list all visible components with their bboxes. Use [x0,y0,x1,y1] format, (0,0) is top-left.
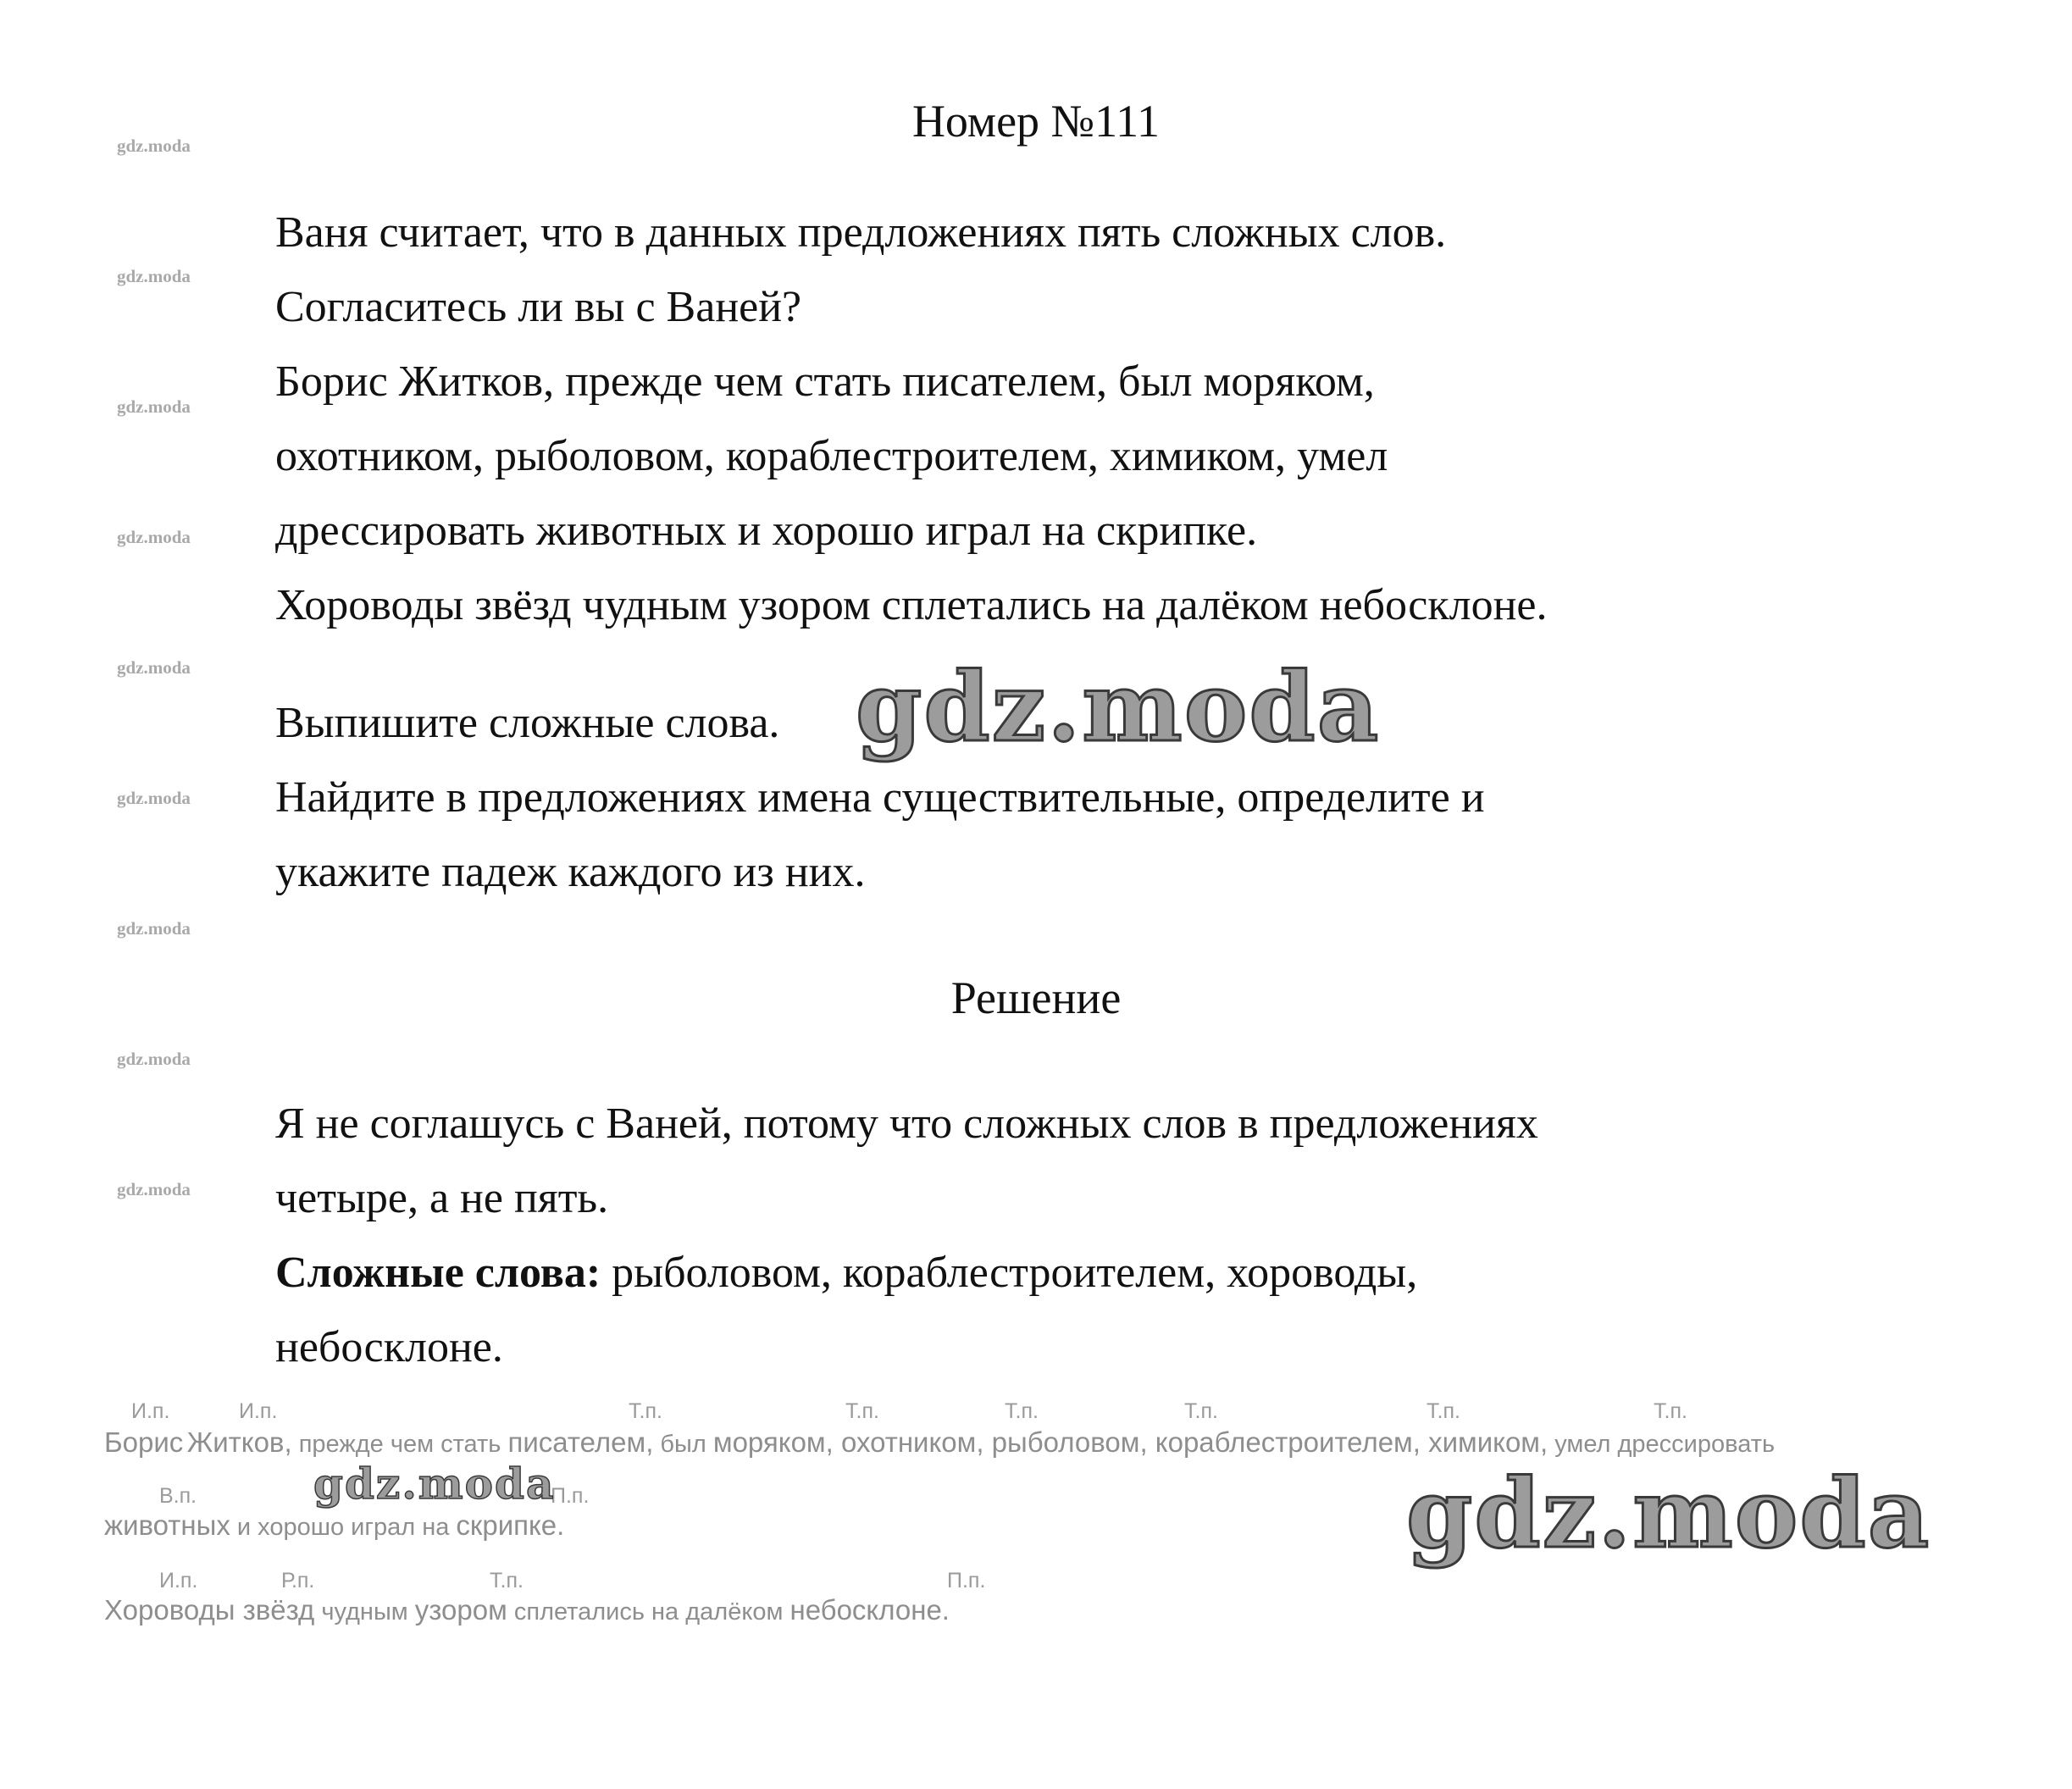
noun: скрипке. [456,1509,565,1541]
case-label: П.п. [551,1484,590,1508]
compound-words-line [275,1248,1417,1298]
large-watermark: gdz.moda [856,652,1381,763]
case-label: И.п. [239,1399,278,1423]
analysis-sentence [104,1509,564,1542]
noun: животных [104,1509,230,1541]
analysis-sentence [104,1426,1775,1459]
case-label: П.п. [947,1569,986,1592]
noun: писателем, [507,1426,654,1458]
task-line: Ваня считает, что в данных предложениях пять сложных слов. [275,208,1447,257]
task-line: Согласитесь ли вы с Ваней? [275,283,802,331]
side-watermark: gdz.moda [117,918,191,939]
task-question: Выпишите сложные слова. [275,699,780,747]
task-line: охотником, рыболовом, кораблестроителем, химиком, умел [275,432,1388,480]
noun: рыболовом, [983,1426,1148,1458]
compound-words-line: небосклоне. [275,1323,503,1371]
side-watermark: gdz.moda [117,527,191,547]
case-label: Т.п. [629,1399,662,1423]
analysis-sentence [104,1594,950,1626]
page-title: Номер №111 [911,96,1161,147]
case-label: Т.п. [1005,1399,1039,1423]
noun: звёзд [235,1594,315,1626]
case-label: И.п. [131,1399,170,1423]
side-watermark: gdz.moda [117,266,191,286]
compound-words-label: Сложные слова: [275,1249,601,1297]
case-label: Т.п. [845,1399,879,1423]
noun: узором [414,1594,507,1626]
task-line: Борис Житков, прежде чем стать писателем, был моряком, [275,357,1375,406]
plain-text: умел дрессировать [1548,1431,1776,1458]
case-label: Т.п. [1654,1399,1687,1423]
noun: химиком, [1420,1426,1548,1458]
case-label: И.п. [159,1569,198,1592]
noun: кораблестроителем, [1147,1426,1421,1458]
task-line: дрессировать животных и хорошо играл на скрипке. [275,507,1258,555]
plain-text: прежде чем стать [291,1431,508,1458]
large-watermark: gdz.moda [1406,1459,1931,1570]
noun: Житков, [186,1426,292,1458]
small-watermark: gdz.moda [313,1459,556,1509]
case-label: Т.п. [490,1569,524,1592]
task-question: Найдите в предложениях имена существительные, определите и [275,773,1485,822]
side-watermark: gdz.moda [117,657,191,678]
noun: Хороводы [104,1594,235,1626]
side-watermark: gdz.moda [117,396,191,417]
plain-text: был [653,1431,713,1458]
side-watermark: gdz.moda [117,788,191,808]
compound-words-list: рыболовом, кораблестроителем, хороводы, [601,1249,1418,1297]
plain-text: чудным [314,1598,415,1626]
task-question: укажите падеж каждого из них. [275,848,866,896]
task-line: Хороводы звёзд чудным узором сплетались на далёком небосклоне. [275,581,1548,629]
noun: моряком, [712,1426,834,1458]
case-label: В.п. [159,1484,197,1508]
answer-line: Я не соглашусь с Ваней, потому что сложных слов в предложениях [275,1099,1538,1148]
noun: Борис [104,1426,184,1458]
solution-heading: Решение [950,972,1122,1023]
answer-line: четыре, а не пять. [275,1174,609,1222]
case-label: Т.п. [1427,1399,1460,1423]
case-label: Т.п. [1184,1399,1218,1423]
plain-text: и хорошо играл на [230,1514,457,1541]
plain-text: сплетались на далёком [507,1598,790,1626]
noun: охотником, [833,1426,984,1458]
side-watermark: gdz.moda [117,136,191,156]
noun: небосклоне. [789,1594,950,1626]
case-label: Р.п. [281,1569,315,1592]
side-watermark: gdz.moda [117,1049,191,1069]
side-watermark: gdz.moda [117,1179,191,1199]
